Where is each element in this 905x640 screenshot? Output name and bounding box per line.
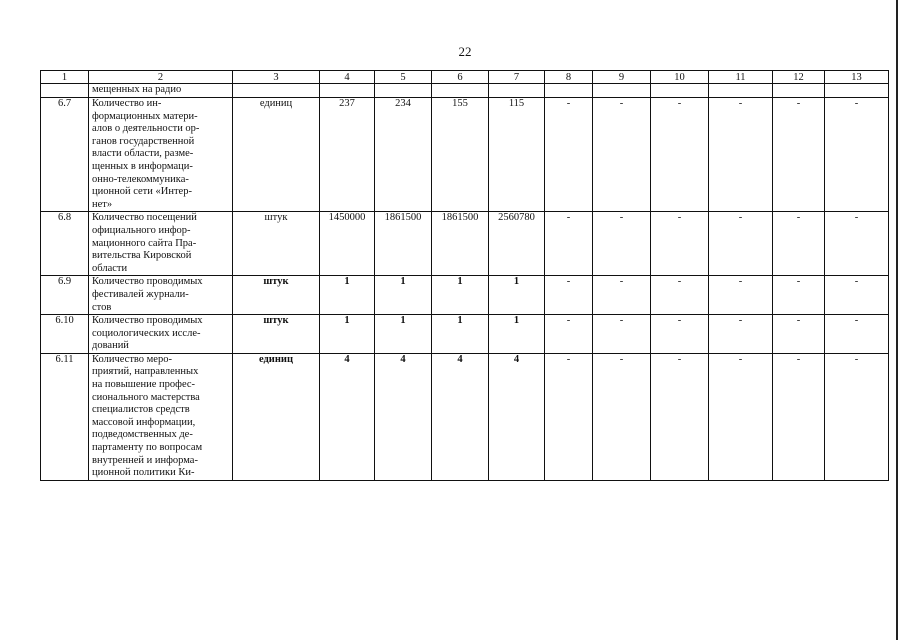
value-cell: - — [545, 353, 593, 480]
description-line: онно-телекоммуника- — [92, 173, 189, 185]
table-row — [41, 276, 889, 315]
value-cell: 1 — [375, 276, 432, 315]
description-line: специалистов средств — [92, 404, 190, 416]
column-number-row — [41, 71, 889, 84]
column-header: 10 — [651, 71, 709, 84]
right-margin-rule — [896, 0, 898, 640]
column-header: 12 — [773, 71, 825, 84]
description-line: на повышение профес- — [92, 379, 196, 391]
description-line: власти области, разме- — [92, 148, 194, 160]
value-cell: - — [825, 315, 889, 354]
value-cell: - — [825, 353, 889, 480]
value-cell: - — [773, 276, 825, 315]
value-cell: - — [773, 212, 825, 276]
value-cell: - — [593, 353, 651, 480]
description-line: ганов государственной — [92, 135, 195, 147]
value-cell: - — [593, 315, 651, 354]
description-line: Количество посещений — [92, 212, 197, 224]
row-number: 6.7 — [41, 98, 89, 212]
column-header: 6 — [432, 71, 489, 84]
value-cell: 4 — [432, 353, 489, 480]
value-cell: - — [709, 276, 773, 315]
table-row — [41, 212, 889, 276]
column-header: 3 — [233, 71, 320, 84]
description-line: социологических иссле- — [92, 327, 201, 339]
description-line: нет» — [92, 198, 113, 210]
value-cell: - — [651, 212, 709, 276]
value-cell: 1 — [320, 276, 375, 315]
value-cell: 1 — [489, 276, 545, 315]
value-cell: - — [709, 98, 773, 212]
column-header: 9 — [593, 71, 651, 84]
column-header: 13 — [825, 71, 889, 84]
value-cell: - — [593, 98, 651, 212]
value-cell: - — [773, 315, 825, 354]
description-line: ционной сети «Интер- — [92, 186, 192, 198]
value-cell: 237 — [320, 98, 375, 212]
description-line: области — [92, 262, 128, 274]
value-cell: - — [651, 315, 709, 354]
description-line: ционной политики Ки- — [92, 467, 195, 479]
description-line: массовой информации, — [92, 416, 196, 428]
value-cell: 1 — [320, 315, 375, 354]
value-cell: 4 — [375, 353, 432, 480]
value-cell: - — [709, 315, 773, 354]
table-row — [41, 353, 889, 480]
page-number: 22 — [458, 44, 472, 59]
value-cell: 155 — [432, 98, 489, 212]
value-cell: 1 — [432, 276, 489, 315]
value-cell: - — [545, 315, 593, 354]
column-header: 2 — [89, 71, 233, 84]
unit-of-measure: единиц — [233, 353, 320, 480]
value-cell: 1450000 — [320, 212, 375, 276]
description-line: внутренней и информа- — [92, 454, 198, 466]
row-number: 6.10 — [41, 315, 89, 354]
continuation-text: мещенных на радио — [89, 84, 233, 98]
unit-of-measure: штук — [233, 212, 320, 276]
indicator-description — [89, 212, 233, 276]
value-cell: 1 — [489, 315, 545, 354]
value-cell: - — [825, 276, 889, 315]
value-cell: - — [651, 98, 709, 212]
description-line: партаменту по вопросам — [92, 442, 203, 454]
value-cell: - — [593, 276, 651, 315]
value-cell: - — [593, 212, 651, 276]
description-line: Количество проводимых — [92, 315, 203, 327]
column-header: 7 — [489, 71, 545, 84]
column-header: 5 — [375, 71, 432, 84]
description-line: официального инфор- — [92, 224, 191, 236]
table-row — [41, 98, 889, 212]
value-cell: - — [651, 353, 709, 480]
table-row — [41, 315, 889, 354]
description-line: подведомственных де- — [92, 429, 193, 441]
value-cell: - — [709, 353, 773, 480]
value-cell: 234 — [375, 98, 432, 212]
value-cell: - — [651, 276, 709, 315]
column-header: 4 — [320, 71, 375, 84]
description-line: алов о деятельности ор- — [92, 123, 200, 135]
description-line: фестивалей журнали- — [92, 288, 189, 300]
unit-of-measure: единиц — [233, 98, 320, 212]
description-line: Количество меро- — [92, 353, 172, 365]
value-cell: - — [825, 212, 889, 276]
value-cell: 1861500 — [432, 212, 489, 276]
description-line: Количество ин- — [92, 98, 162, 109]
row-number: 6.11 — [41, 353, 89, 480]
column-header: 8 — [545, 71, 593, 84]
description-line: стов — [92, 301, 112, 313]
value-cell: 1 — [432, 315, 489, 354]
value-cell: - — [545, 276, 593, 315]
value-cell: 1861500 — [375, 212, 432, 276]
value-cell: - — [545, 98, 593, 212]
value-cell: - — [773, 98, 825, 212]
column-header: 1 — [41, 71, 89, 84]
description-line: дований — [92, 340, 129, 352]
description-line: вительства Кировской — [92, 250, 192, 262]
indicator-description — [89, 276, 233, 315]
description-line: формационных матери- — [92, 110, 198, 122]
value-cell: - — [709, 212, 773, 276]
description-line: щенных в информаци- — [92, 160, 193, 172]
description-line: приятий, направленных — [92, 366, 199, 378]
indicator-description — [89, 315, 233, 354]
value-cell: 4 — [320, 353, 375, 480]
value-cell: 4 — [489, 353, 545, 480]
value-cell: 2560780 — [489, 212, 545, 276]
row-number: 6.9 — [41, 276, 89, 315]
indicator-description — [89, 353, 233, 480]
value-cell: 115 — [489, 98, 545, 212]
description-line: сионального мастерства — [92, 391, 200, 403]
unit-of-measure: штук — [233, 315, 320, 354]
value-cell: - — [545, 212, 593, 276]
value-cell: 1 — [375, 315, 432, 354]
continuation-row — [41, 84, 889, 98]
description-line: мационного сайта Пра- — [92, 237, 197, 249]
value-cell: - — [773, 353, 825, 480]
column-header: 11 — [709, 71, 773, 84]
description-line: Количество проводимых — [92, 276, 203, 288]
unit-of-measure: штук — [233, 276, 320, 315]
value-cell: - — [825, 98, 889, 212]
indicators-table — [40, 70, 889, 481]
row-number: 6.8 — [41, 212, 89, 276]
indicator-description — [89, 98, 233, 212]
